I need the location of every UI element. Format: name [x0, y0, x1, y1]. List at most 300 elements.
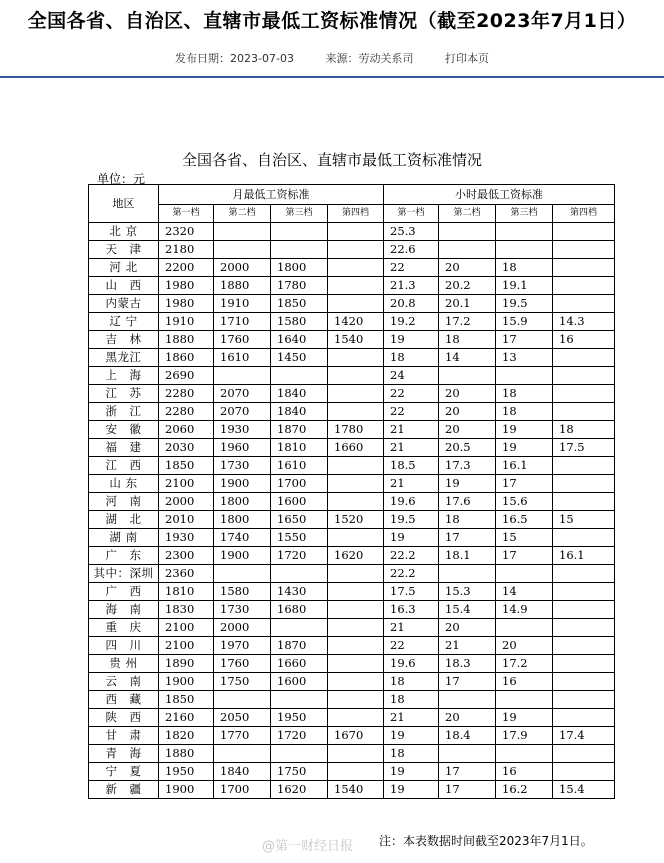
hourly-header: 小时最低工资标准: [384, 185, 615, 205]
region-cell: 江 苏: [89, 385, 159, 403]
monthly-wage-cell: 1550: [271, 529, 328, 547]
table-row: [89, 709, 615, 727]
hourly-wage-cell: 15.9: [496, 313, 553, 331]
hourly-wage-cell: 14.3: [553, 313, 615, 331]
hourly-wage-cell: 18.1: [439, 547, 496, 565]
monthly-wage-cell: 2000: [159, 493, 214, 511]
monthly-wage-cell: [328, 241, 384, 259]
hourly-wage-cell: 21: [384, 475, 439, 493]
hourly-wage-cell: 15: [553, 511, 615, 529]
monthly-wage-cell: 1680: [271, 601, 328, 619]
hourly-wage-cell: [553, 529, 615, 547]
monthly-wage-cell: 1620: [328, 547, 384, 565]
region-cell: 浙 江: [89, 403, 159, 421]
hourly-wage-cell: 18: [496, 403, 553, 421]
region-cell: 云 南: [89, 673, 159, 691]
hourly-wage-cell: 19: [384, 529, 439, 547]
monthly-grade-header: 第一档: [159, 205, 214, 223]
hourly-wage-cell: 20.2: [439, 277, 496, 295]
monthly-wage-cell: 1670: [328, 727, 384, 745]
region-cell: 天 津: [89, 241, 159, 259]
region-cell: 陕 西: [89, 709, 159, 727]
monthly-wage-cell: 1650: [271, 511, 328, 529]
monthly-wage-cell: 1770: [214, 727, 271, 745]
region-cell: 福 建: [89, 439, 159, 457]
monthly-wage-cell: 1950: [159, 763, 214, 781]
hourly-wage-cell: 20: [439, 403, 496, 421]
monthly-wage-cell: 1600: [271, 493, 328, 511]
monthly-wage-cell: 1640: [271, 331, 328, 349]
hourly-wage-cell: [439, 223, 496, 241]
hourly-wage-cell: [553, 745, 615, 763]
hourly-wage-cell: 17.9: [496, 727, 553, 745]
source: 来源：劳动关系司: [325, 52, 414, 65]
monthly-wage-cell: 1750: [271, 763, 328, 781]
monthly-wage-cell: 1880: [159, 331, 214, 349]
page-title: 全国各省、自治区、直辖市最低工资标准情况（截至2023年7月1日）: [27, 10, 637, 32]
hourly-wage-cell: [439, 691, 496, 709]
hourly-wage-cell: 16: [496, 763, 553, 781]
hourly-wage-cell: 20: [439, 421, 496, 439]
monthly-wage-cell: [271, 241, 328, 259]
monthly-wage-cell: 1870: [271, 637, 328, 655]
monthly-header: 月最低工资标准: [159, 185, 384, 205]
monthly-wage-cell: 2070: [214, 385, 271, 403]
monthly-wage-cell: [328, 601, 384, 619]
table-title: 全国各省、自治区、直辖市最低工资标准情况: [181, 151, 482, 169]
hourly-grade-header: 第三档: [496, 205, 553, 223]
table-row: [89, 781, 615, 799]
hourly-wage-cell: 15.4: [439, 601, 496, 619]
monthly-wage-cell: [271, 691, 328, 709]
hourly-wage-cell: 22: [384, 637, 439, 655]
monthly-wage-cell: 1430: [271, 583, 328, 601]
monthly-wage-cell: 1910: [159, 313, 214, 331]
monthly-wage-cell: 1900: [159, 673, 214, 691]
monthly-wage-cell: 1540: [328, 781, 384, 799]
monthly-wage-cell: 1520: [328, 511, 384, 529]
monthly-wage-cell: 1900: [214, 547, 271, 565]
monthly-wage-cell: 2180: [159, 241, 214, 259]
monthly-wage-cell: 1760: [214, 331, 271, 349]
monthly-wage-cell: 1980: [159, 295, 214, 313]
monthly-wage-cell: 2300: [159, 547, 214, 565]
monthly-wage-cell: 1810: [159, 583, 214, 601]
hourly-wage-cell: 17: [439, 763, 496, 781]
monthly-wage-cell: 1450: [271, 349, 328, 367]
hourly-wage-cell: 21: [439, 637, 496, 655]
region-cell: 湖 南: [89, 529, 159, 547]
watermark: @第一财经日报: [262, 839, 354, 854]
hourly-wage-cell: 20: [439, 259, 496, 277]
monthly-wage-cell: 2200: [159, 259, 214, 277]
hourly-wage-cell: 21: [384, 619, 439, 637]
monthly-wage-cell: 1860: [159, 349, 214, 367]
monthly-wage-cell: 1800: [214, 511, 271, 529]
table-row: [89, 457, 615, 475]
hourly-wage-cell: 17.2: [496, 655, 553, 673]
minimum-wage-table: [88, 184, 615, 799]
monthly-wage-cell: 1800: [271, 259, 328, 277]
table-row: [89, 313, 615, 331]
region-cell: 内蒙古: [89, 295, 159, 313]
header-divider: [0, 76, 664, 78]
monthly-wage-cell: 1900: [214, 475, 271, 493]
monthly-wage-cell: 2690: [159, 367, 214, 385]
monthly-wage-cell: [328, 709, 384, 727]
monthly-wage-cell: [214, 745, 271, 763]
hourly-wage-cell: 16.2: [496, 781, 553, 799]
monthly-wage-cell: 1730: [214, 457, 271, 475]
hourly-wage-cell: 19: [439, 475, 496, 493]
monthly-wage-cell: 2320: [159, 223, 214, 241]
monthly-wage-cell: 1720: [271, 547, 328, 565]
hourly-wage-cell: [553, 241, 615, 259]
print-page-link[interactable]: 打印本页: [444, 52, 489, 65]
hourly-wage-cell: [439, 745, 496, 763]
hourly-wage-cell: [553, 277, 615, 295]
hourly-wage-cell: 16.5: [496, 511, 553, 529]
region-cell: 广 东: [89, 547, 159, 565]
table-row: [89, 493, 615, 511]
hourly-grade-header: 第二档: [439, 205, 496, 223]
hourly-wage-cell: 20: [439, 619, 496, 637]
table-row: [89, 277, 615, 295]
region-cell: 贵 州: [89, 655, 159, 673]
monthly-wage-cell: [328, 349, 384, 367]
monthly-wage-cell: 2000: [214, 259, 271, 277]
monthly-wage-cell: [328, 763, 384, 781]
table-row: [89, 529, 615, 547]
hourly-wage-cell: 16: [496, 673, 553, 691]
region-cell: 吉 林: [89, 331, 159, 349]
hourly-wage-cell: 19: [384, 331, 439, 349]
monthly-wage-cell: 1700: [271, 475, 328, 493]
table-row: [89, 475, 615, 493]
monthly-wage-cell: 1820: [159, 727, 214, 745]
hourly-wage-cell: [496, 745, 553, 763]
hourly-wage-cell: [553, 457, 615, 475]
table-row: [89, 421, 615, 439]
hourly-wage-cell: 13: [496, 349, 553, 367]
table-row: [89, 331, 615, 349]
hourly-wage-cell: [553, 583, 615, 601]
monthly-wage-cell: 1910: [214, 295, 271, 313]
table-row: [89, 619, 615, 637]
monthly-wage-cell: [214, 241, 271, 259]
table-row: [89, 583, 615, 601]
monthly-wage-cell: 2000: [214, 619, 271, 637]
publish-date: 发布日期：2023-07-03: [175, 52, 294, 65]
hourly-wage-cell: [553, 259, 615, 277]
monthly-wage-cell: 1800: [214, 493, 271, 511]
monthly-wage-cell: 1730: [214, 601, 271, 619]
table-row: [89, 511, 615, 529]
hourly-wage-cell: 15.3: [439, 583, 496, 601]
region-cell: 河 北: [89, 259, 159, 277]
monthly-wage-cell: 1660: [328, 439, 384, 457]
hourly-wage-cell: [496, 241, 553, 259]
table-row: [89, 367, 615, 385]
monthly-wage-cell: [214, 367, 271, 385]
hourly-wage-cell: 17.5: [384, 583, 439, 601]
monthly-wage-cell: 1880: [214, 277, 271, 295]
region-cell: 新 疆: [89, 781, 159, 799]
hourly-wage-cell: 20: [439, 709, 496, 727]
hourly-wage-cell: 14: [496, 583, 553, 601]
hourly-wage-cell: 17.3: [439, 457, 496, 475]
region-cell: 海 南: [89, 601, 159, 619]
monthly-wage-cell: [328, 403, 384, 421]
monthly-wage-cell: [328, 457, 384, 475]
monthly-wage-cell: 2050: [214, 709, 271, 727]
monthly-wage-cell: 1720: [271, 727, 328, 745]
monthly-wage-cell: 2030: [159, 439, 214, 457]
table-row: [89, 547, 615, 565]
hourly-wage-cell: 14: [439, 349, 496, 367]
table-row: [89, 727, 615, 745]
region-cell: 山 东: [89, 475, 159, 493]
monthly-wage-cell: 1740: [214, 529, 271, 547]
region-cell: 四 川: [89, 637, 159, 655]
monthly-wage-cell: [328, 565, 384, 583]
hourly-grade-header: 第四档: [553, 205, 615, 223]
region-cell: 其中：深圳: [89, 565, 159, 583]
hourly-wage-cell: 25.3: [384, 223, 439, 241]
hourly-wage-cell: 18: [384, 745, 439, 763]
hourly-wage-cell: 18.5: [384, 457, 439, 475]
hourly-wage-cell: 18: [553, 421, 615, 439]
monthly-wage-cell: [328, 493, 384, 511]
hourly-wage-cell: [496, 223, 553, 241]
monthly-wage-cell: 1810: [271, 439, 328, 457]
hourly-wage-cell: 16.1: [496, 457, 553, 475]
hourly-wage-cell: 19.1: [496, 277, 553, 295]
hourly-wage-cell: 14.9: [496, 601, 553, 619]
article-meta: [0, 50, 664, 66]
monthly-wage-cell: [214, 691, 271, 709]
monthly-wage-cell: 1610: [271, 457, 328, 475]
hourly-wage-cell: [553, 475, 615, 493]
monthly-wage-cell: 1700: [214, 781, 271, 799]
hourly-wage-cell: 16: [553, 331, 615, 349]
hourly-wage-cell: 19: [384, 781, 439, 799]
hourly-wage-cell: 16.1: [553, 547, 615, 565]
hourly-wage-cell: 21: [384, 709, 439, 727]
monthly-wage-cell: 1850: [271, 295, 328, 313]
monthly-wage-cell: 1970: [214, 637, 271, 655]
monthly-wage-cell: [328, 223, 384, 241]
monthly-wage-cell: 1830: [159, 601, 214, 619]
region-cell: 北 京: [89, 223, 159, 241]
hourly-wage-cell: [553, 295, 615, 313]
monthly-wage-cell: 1620: [271, 781, 328, 799]
hourly-wage-cell: [553, 367, 615, 385]
hourly-wage-cell: 15.4: [553, 781, 615, 799]
region-cell: 河 南: [89, 493, 159, 511]
monthly-wage-cell: [328, 673, 384, 691]
hourly-wage-cell: 19: [496, 709, 553, 727]
hourly-wage-cell: 21: [384, 439, 439, 457]
hourly-wage-cell: 24: [384, 367, 439, 385]
hourly-wage-cell: 19.2: [384, 313, 439, 331]
region-cell: 重 庆: [89, 619, 159, 637]
monthly-wage-cell: 1840: [214, 763, 271, 781]
monthly-wage-cell: 2280: [159, 385, 214, 403]
hourly-wage-cell: [553, 619, 615, 637]
monthly-wage-cell: [328, 655, 384, 673]
monthly-wage-cell: [328, 529, 384, 547]
unit-label: 单位：元: [97, 172, 146, 186]
hourly-wage-cell: 18: [496, 259, 553, 277]
monthly-wage-cell: [271, 619, 328, 637]
monthly-wage-cell: [328, 367, 384, 385]
hourly-wage-cell: 18: [384, 349, 439, 367]
hourly-wage-cell: 18.4: [439, 727, 496, 745]
hourly-wage-cell: 18: [496, 385, 553, 403]
region-cell: 甘 肃: [89, 727, 159, 745]
monthly-wage-cell: 1840: [271, 403, 328, 421]
hourly-wage-cell: 17.6: [439, 493, 496, 511]
hourly-wage-cell: 19: [496, 421, 553, 439]
hourly-wage-cell: 19: [496, 439, 553, 457]
monthly-wage-cell: [328, 295, 384, 313]
monthly-grade-header: 第二档: [214, 205, 271, 223]
table-row: [89, 601, 615, 619]
table-row: [89, 403, 615, 421]
hourly-wage-cell: 22.6: [384, 241, 439, 259]
table-row: [89, 637, 615, 655]
monthly-wage-cell: 1760: [214, 655, 271, 673]
monthly-wage-cell: [214, 565, 271, 583]
hourly-wage-cell: [496, 565, 553, 583]
monthly-wage-cell: 2100: [159, 637, 214, 655]
monthly-wage-cell: 1870: [271, 421, 328, 439]
hourly-wage-cell: [553, 763, 615, 781]
monthly-wage-cell: 1600: [271, 673, 328, 691]
hourly-wage-cell: 17: [439, 529, 496, 547]
hourly-wage-cell: [439, 241, 496, 259]
monthly-wage-cell: 1840: [271, 385, 328, 403]
table-row: [89, 259, 615, 277]
hourly-wage-cell: [553, 655, 615, 673]
table-body: [89, 223, 615, 799]
hourly-wage-cell: 21.3: [384, 277, 439, 295]
hourly-wage-cell: 17: [496, 331, 553, 349]
hourly-wage-cell: 20: [439, 385, 496, 403]
monthly-wage-cell: [328, 637, 384, 655]
hourly-wage-cell: 20.5: [439, 439, 496, 457]
monthly-wage-cell: 2010: [159, 511, 214, 529]
region-cell: 青 海: [89, 745, 159, 763]
hourly-wage-cell: 22: [384, 259, 439, 277]
hourly-wage-cell: 18.3: [439, 655, 496, 673]
hourly-wage-cell: [553, 385, 615, 403]
hourly-wage-cell: 22.2: [384, 547, 439, 565]
table-row: [89, 295, 615, 313]
monthly-wage-cell: 2070: [214, 403, 271, 421]
hourly-wage-cell: 22.2: [384, 565, 439, 583]
monthly-wage-cell: 2060: [159, 421, 214, 439]
table-row: [89, 439, 615, 457]
hourly-wage-cell: [553, 349, 615, 367]
hourly-wage-cell: 19.5: [496, 295, 553, 313]
monthly-wage-cell: 1580: [271, 313, 328, 331]
monthly-grade-header: 第四档: [328, 205, 384, 223]
monthly-wage-cell: [328, 691, 384, 709]
hourly-wage-cell: [553, 709, 615, 727]
hourly-wage-cell: 18: [384, 673, 439, 691]
monthly-grade-header: 第三档: [271, 205, 328, 223]
hourly-grade-header: 第一档: [384, 205, 439, 223]
monthly-wage-cell: 1750: [214, 673, 271, 691]
monthly-wage-cell: 1540: [328, 331, 384, 349]
monthly-wage-cell: [328, 385, 384, 403]
hourly-wage-cell: [496, 691, 553, 709]
monthly-wage-cell: [271, 367, 328, 385]
hourly-wage-cell: 19.6: [384, 655, 439, 673]
hourly-wage-cell: [553, 403, 615, 421]
hourly-wage-cell: 17.2: [439, 313, 496, 331]
monthly-wage-cell: 1610: [214, 349, 271, 367]
hourly-wage-cell: 22: [384, 403, 439, 421]
hourly-wage-cell: 20: [496, 637, 553, 655]
monthly-wage-cell: 1880: [159, 745, 214, 763]
region-cell: 湖 北: [89, 511, 159, 529]
table-row: [89, 223, 615, 241]
region-cell: 上 海: [89, 367, 159, 385]
hourly-wage-cell: [439, 367, 496, 385]
monthly-wage-cell: [328, 475, 384, 493]
hourly-wage-cell: 16.3: [384, 601, 439, 619]
hourly-wage-cell: [553, 223, 615, 241]
hourly-wage-cell: 17: [439, 781, 496, 799]
hourly-wage-cell: [553, 691, 615, 709]
table-row: [89, 385, 615, 403]
hourly-wage-cell: 15: [496, 529, 553, 547]
monthly-wage-cell: [271, 565, 328, 583]
hourly-wage-cell: 15.6: [496, 493, 553, 511]
table-row: [89, 673, 615, 691]
hourly-wage-cell: 19: [384, 727, 439, 745]
hourly-wage-cell: 17: [496, 475, 553, 493]
monthly-wage-cell: [271, 745, 328, 763]
monthly-wage-cell: 1580: [214, 583, 271, 601]
monthly-wage-cell: 1930: [214, 421, 271, 439]
monthly-wage-cell: 1900: [159, 781, 214, 799]
table-row: [89, 655, 615, 673]
hourly-wage-cell: 17: [496, 547, 553, 565]
monthly-wage-cell: 1930: [159, 529, 214, 547]
hourly-wage-cell: [553, 637, 615, 655]
hourly-wage-cell: 17.4: [553, 727, 615, 745]
monthly-wage-cell: 2100: [159, 619, 214, 637]
hourly-wage-cell: [553, 493, 615, 511]
table-row: [89, 763, 615, 781]
hourly-wage-cell: 20.1: [439, 295, 496, 313]
monthly-wage-cell: 1890: [159, 655, 214, 673]
monthly-wage-cell: 1980: [159, 277, 214, 295]
monthly-wage-cell: [328, 277, 384, 295]
monthly-wage-cell: 2100: [159, 475, 214, 493]
monthly-wage-cell: 1710: [214, 313, 271, 331]
monthly-wage-cell: 2160: [159, 709, 214, 727]
hourly-wage-cell: 18: [439, 331, 496, 349]
table-row: [89, 349, 615, 367]
hourly-wage-cell: 19: [384, 763, 439, 781]
region-cell: 江 西: [89, 457, 159, 475]
monthly-wage-cell: 1850: [159, 691, 214, 709]
